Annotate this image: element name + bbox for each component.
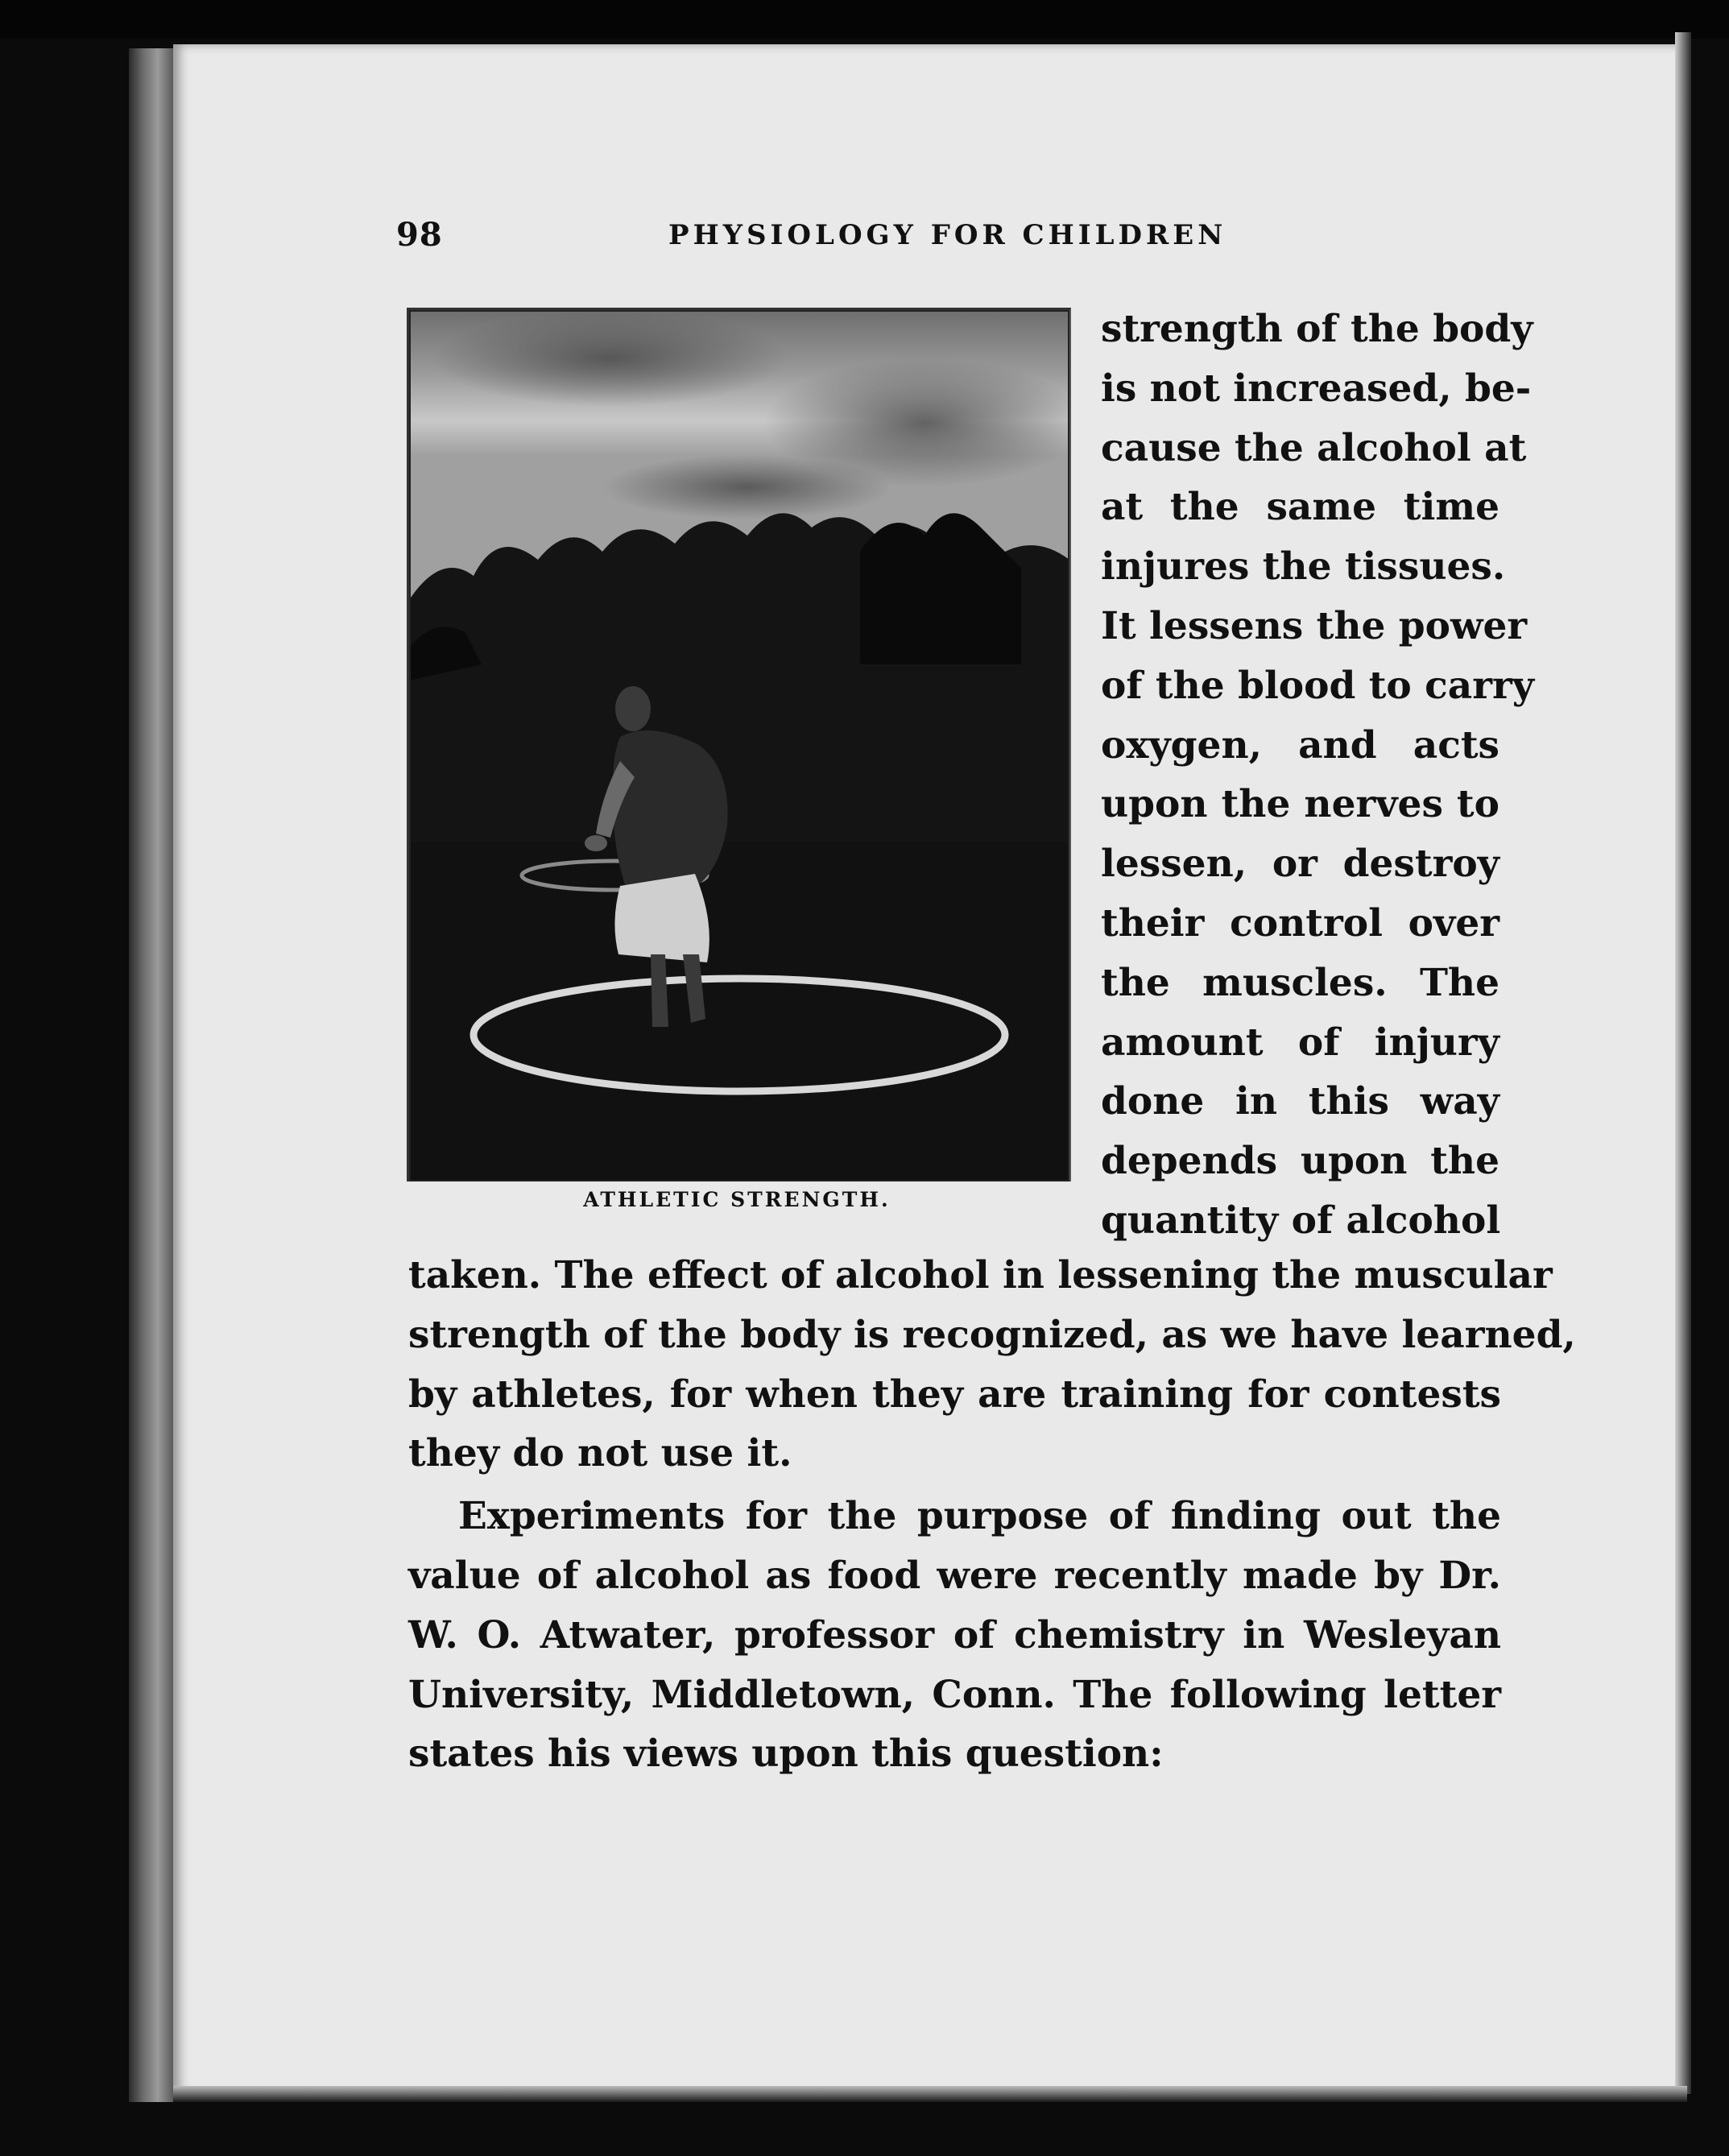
book-spine <box>129 48 177 2102</box>
running-head: PHYSIOLOGY FOR CHILDREN <box>668 219 1227 251</box>
paragraph <box>408 1246 1576 1484</box>
text-line: amount of injury <box>1101 1020 1499 1065</box>
page-bottom-edge <box>173 2086 1687 2102</box>
wrapped-text-column <box>1101 300 1535 1251</box>
text-line: oxygen, and acts <box>1101 722 1499 768</box>
photo-field <box>409 842 1069 1181</box>
athlete-photo-illustration <box>409 310 1069 1181</box>
text-line: at the same time <box>1101 485 1499 530</box>
text-line: quantity of alcohol <box>1101 1198 1501 1243</box>
text-line: their control over <box>1101 900 1499 946</box>
photo-cloud <box>433 310 788 407</box>
text-line: Experiments for the purpose of finding out the <box>458 1494 1501 1539</box>
scan-background-top <box>0 0 1729 39</box>
athletic-strength-photo <box>407 308 1071 1181</box>
text-line: taken. The effect of alcohol in lessening the muscular <box>408 1253 1553 1297</box>
page-right-edge <box>1675 32 1691 2094</box>
text-line: states his views upon this question: <box>408 1732 1164 1777</box>
text-line: depends upon the <box>1101 1139 1499 1184</box>
body-text <box>408 1246 1576 1784</box>
text-line: value of alcohol as food were recently made by Dr. <box>408 1553 1501 1598</box>
text-line: they do not use it. <box>408 1431 792 1476</box>
text-line: It lessens the power <box>1101 603 1528 648</box>
text-line: done in this way <box>1101 1079 1499 1124</box>
text-line: of the blood to carry <box>1101 663 1535 708</box>
text-line: strength of the body <box>1101 307 1533 351</box>
text-line: W. O. Atwater, professor of chemistry in Wesleyan <box>408 1612 1501 1657</box>
text-line: strength of the body is recognized, as we have learned, <box>408 1312 1576 1357</box>
figure-caption: ATHLETIC STRENGTH. <box>583 1188 891 1211</box>
photo-cloud <box>602 455 892 519</box>
text-line: by athletes, for when they are training for contests <box>408 1372 1501 1417</box>
text-line: upon the nerves to <box>1101 782 1499 827</box>
paragraph <box>408 1487 1501 1784</box>
text-line: the muscles. The <box>1101 960 1499 1005</box>
page-number: 98 <box>396 216 443 254</box>
text-line: University, Middletown, Conn. The following letter <box>408 1672 1501 1717</box>
text-line: is not increased, be- <box>1101 366 1532 411</box>
text-line: injures the tissues. <box>1101 544 1506 590</box>
text-line: cause the alcohol at <box>1101 425 1527 470</box>
text-line: lessen, or destroy <box>1101 842 1499 887</box>
